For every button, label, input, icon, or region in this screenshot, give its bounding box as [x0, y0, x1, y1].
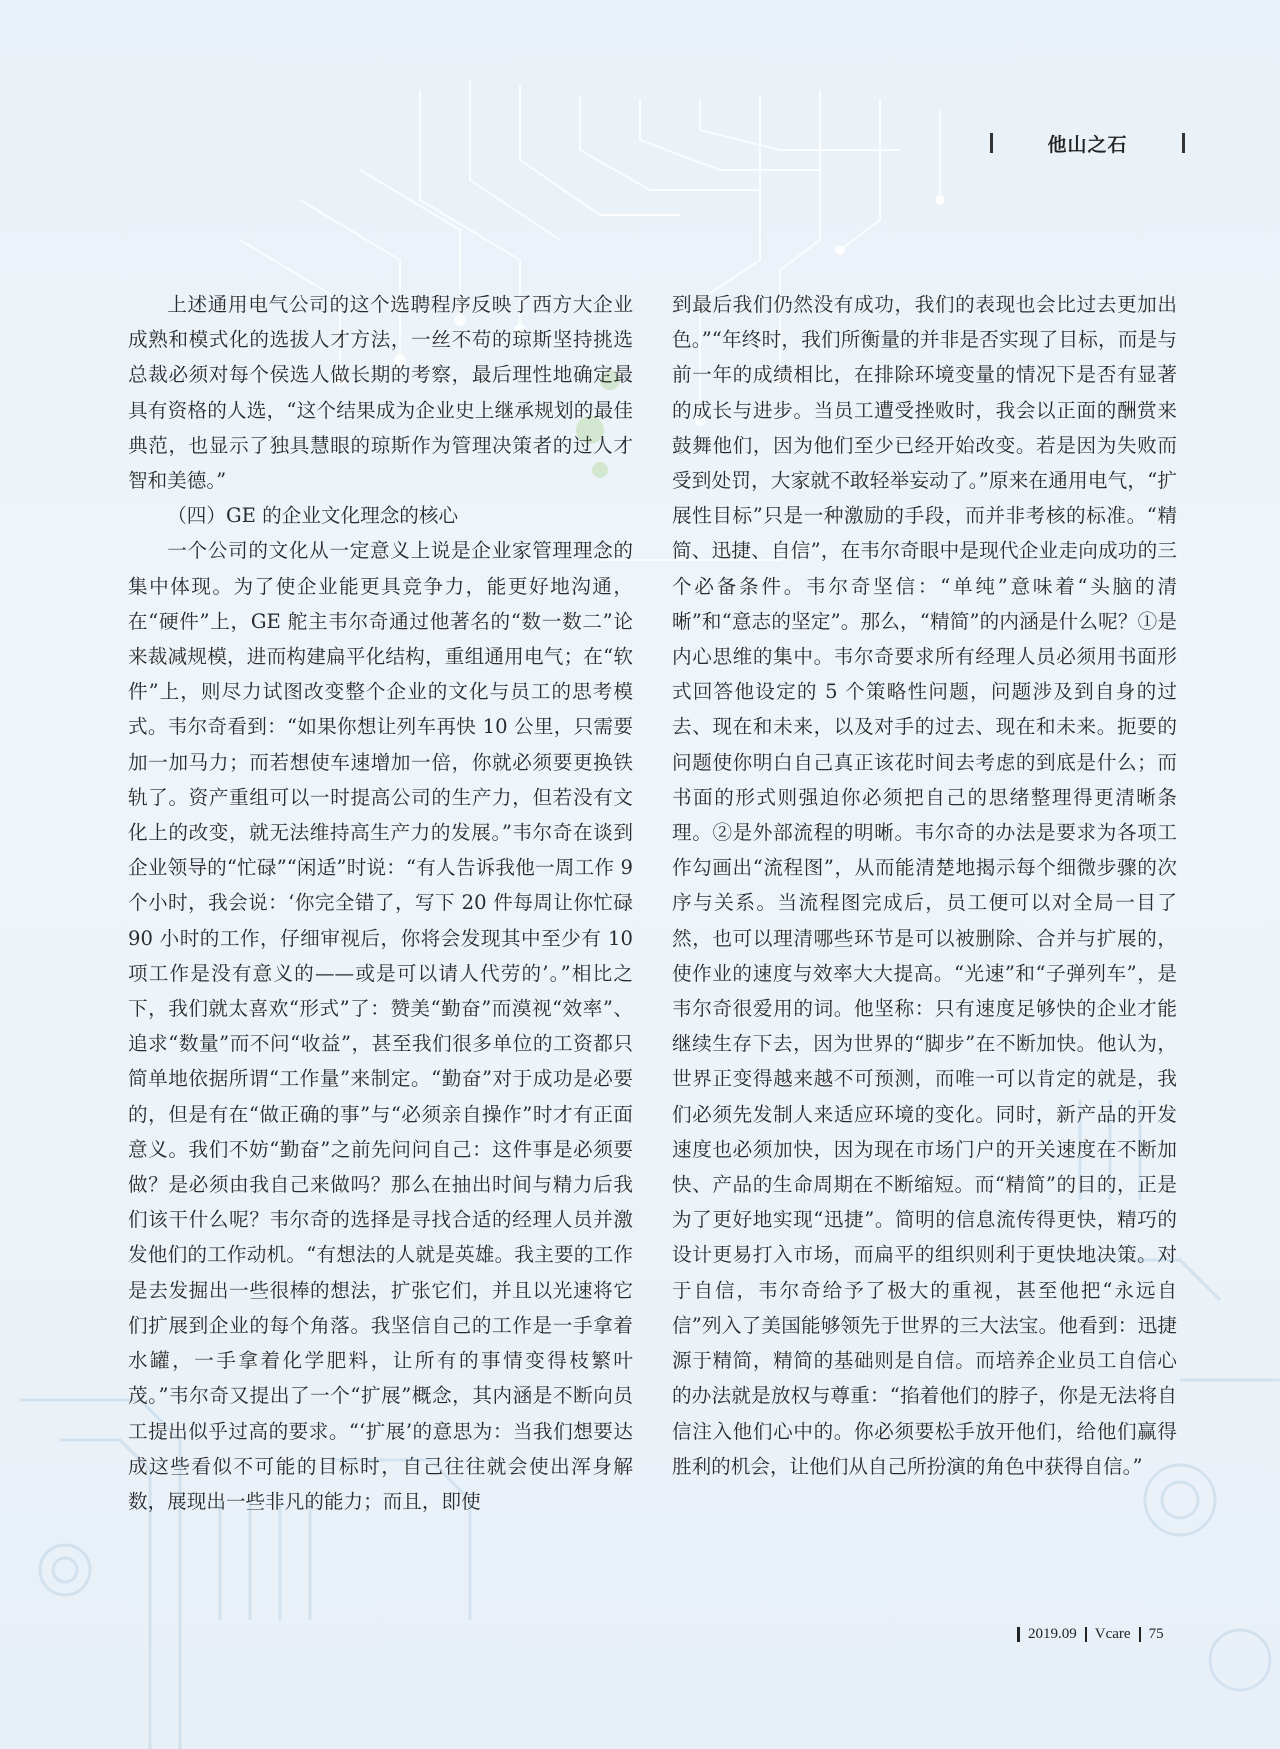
paragraph: 上述通用电气公司的这个选聘程序反映了西方大企业成熟和模式化的选拔人才方法，一丝不苟的琼斯坚持挑选总裁必须对每个侯选人做长期的考察，最后理性地确定最具有资格的人选，“这个结果成为企业史上继承规划的最佳典范，也显示了独具慧眼的琼斯作为管理决策者的过人才智和美德。” [128, 293, 633, 493]
magazine-name: Vcare [1094, 1626, 1131, 1642]
page-footer [1017, 1626, 1164, 1643]
header-left-bar [990, 133, 993, 153]
left-column [128, 287, 633, 1519]
section-header [990, 128, 1185, 158]
right-column [672, 287, 1177, 1484]
section-heading: （四）GE 的企业文化理念的核心 [167, 504, 459, 528]
footer-divider [1085, 1627, 1087, 1642]
header-right-bar [1182, 133, 1185, 153]
section-title: 他山之石 [1047, 133, 1128, 156]
footer-bar [1017, 1627, 1020, 1642]
paragraph-continued: 到最后我们仍然没有成功，我们的表现也会比过去更加出色。”“年终时，我们所衡量的并非是否实现了目标，而是与前一年的成绩相比，在排除环境变量的情况下是否有显著的成长与进步。当员工遭受挫败时，我会以正面的酬赏来鼓舞他们，因为他们至少已经开始改变。若是因为失败而受到处罚，大家就不敢轻举妄动了。”原来在通用电气，“扩展性目标”只是一种激励的手段，而并非考核的标准。“精简、迅捷、自信”，在韦尔奇眼中是现代企业走向成功的三个必备条件。韦尔奇坚信：“单纯”意味着“头脑的清晰”和“意志的坚定”。那么，“精简”的内涵是什么呢？①是内心思维的集中。韦尔奇要求所有经理人员必须用书面形式回答他设定的 5 个策略性问题，问题涉及到自身的过去、现在和未来，以及对手的过去、现在和未来。扼要的问题使你明白自己真正该花时间去考虑的到底是什么；而书面的形式则强迫你必须把自己的思绪整理得更清晰条理。②是外部流程的明晰。韦尔奇的办法是要求为各项工作勾画出“流程图”，从而能清楚地揭示每个细微步骤的次序与关系。当流程图完成后，员工便可以对全局一目了然，也可以理清哪些环节是可以被删除、合并与扩展的，使作业的速度与效率大大提高。“光速”和“子弹列车”，是韦尔奇很爱用的词。他坚称：只有速度足够快的企业才能继续生存下去，因为世界的“脚步”在不断加快。他认为，世界正变得越来越不可预测，而唯一可以肯定的就是，我们必须先发制人来适应环境的变化。同时，新产品的开发速度也必须加快，因为现在市场门户的开关速度在不断加快、产品的生命周期在不断缩短。而“精简”的目的，正是为了更好地实现“迅捷”。简明的信息流传得更快，精巧的设计更易打入市场，而扁平的组织则利于更快地决策。对于自信，韦尔奇给予了极大的重视，甚至他把“永远自信”列入了美国能够领先于世界的三大法宝。他看到：迅捷源于精简，精简的基础则是自信。而培养企业员工自信心的办法就是放权与尊重：“掐着他们的脖子，你是无法将自信注入他们心中的。你必须要松手放开他们，给他们赢得胜利的机会，让他们从自己所扮演的角色中获得自信。” [672, 293, 1177, 1478]
footer-divider [1139, 1627, 1141, 1642]
page-number: 75 [1148, 1626, 1164, 1642]
paragraph: 一个公司的文化从一定意义上说是企业家管理理念的集中体现。为了使企业能更具竞争力，能更好地沟通，在“硬件”上，GE 舵主韦尔奇通过他著名的“数一数二”论来裁减规模，进而构建扁平化结构，重组通用电气；在“软件”上，则尽力试图改变整个企业的文化与员工的思考模式。韦尔奇看到：“如果你想让列车再快 10 公里，只需要加一加马力；而若想使车速增加一倍，你就必须要更换铁轨了。资产重组可以一时提高公司的生产力，但若没有文化上的改变，就无法维持高生产力的发展。”韦尔奇在谈到企业领导的“忙碌”“闲适”时说：“有人告诉我他一周工作 9 个小时，我会说：‘你完全错了，写下 20 件每周让你忙碌 90 小时的工作，仔细审视后，你将会发现其中至少有 10 项工作是没有意义的——或是可以请人代劳的’。”相比之下，我们就太喜欢“形式”了：赞美“勤奋”而漠视“效率”、追求“数量”而不问“收益”，甚至我们很多单位的工资都只简单地依据所谓“工作量”来制定。“勤奋”对于成功是必要的，但是有在“做正确的事”与“必须亲自操作”时才有正面意义。我们不妨“勤奋”之前先问问自己：这件事是必须要做？是必须由我自己来做吗？那么在抽出时间与精力后我们该干什么呢？韦尔奇的选择是寻找合适的经理人员并激发他们的工作动机。“有想法的人就是英雄。我主要的工作是去发掘出一些很棒的想法，扩张它们，并且以光速将它们扩展到企业的每个角落。我坚信自己的工作是一手拿着水罐，一手拿着化学肥料，让所有的事情变得枝繁叶茂。”韦尔奇又提出了一个“扩展”概念，其内涵是不断向员工提出似乎过高的要求。“‘扩展’的意思为：当我们想要达成这些看似不可能的目标时，自己往往就会使出浑身解数，展现出一些非凡的能力；而且，即使 [128, 539, 633, 1513]
issue-date: 2019.09 [1028, 1626, 1077, 1642]
